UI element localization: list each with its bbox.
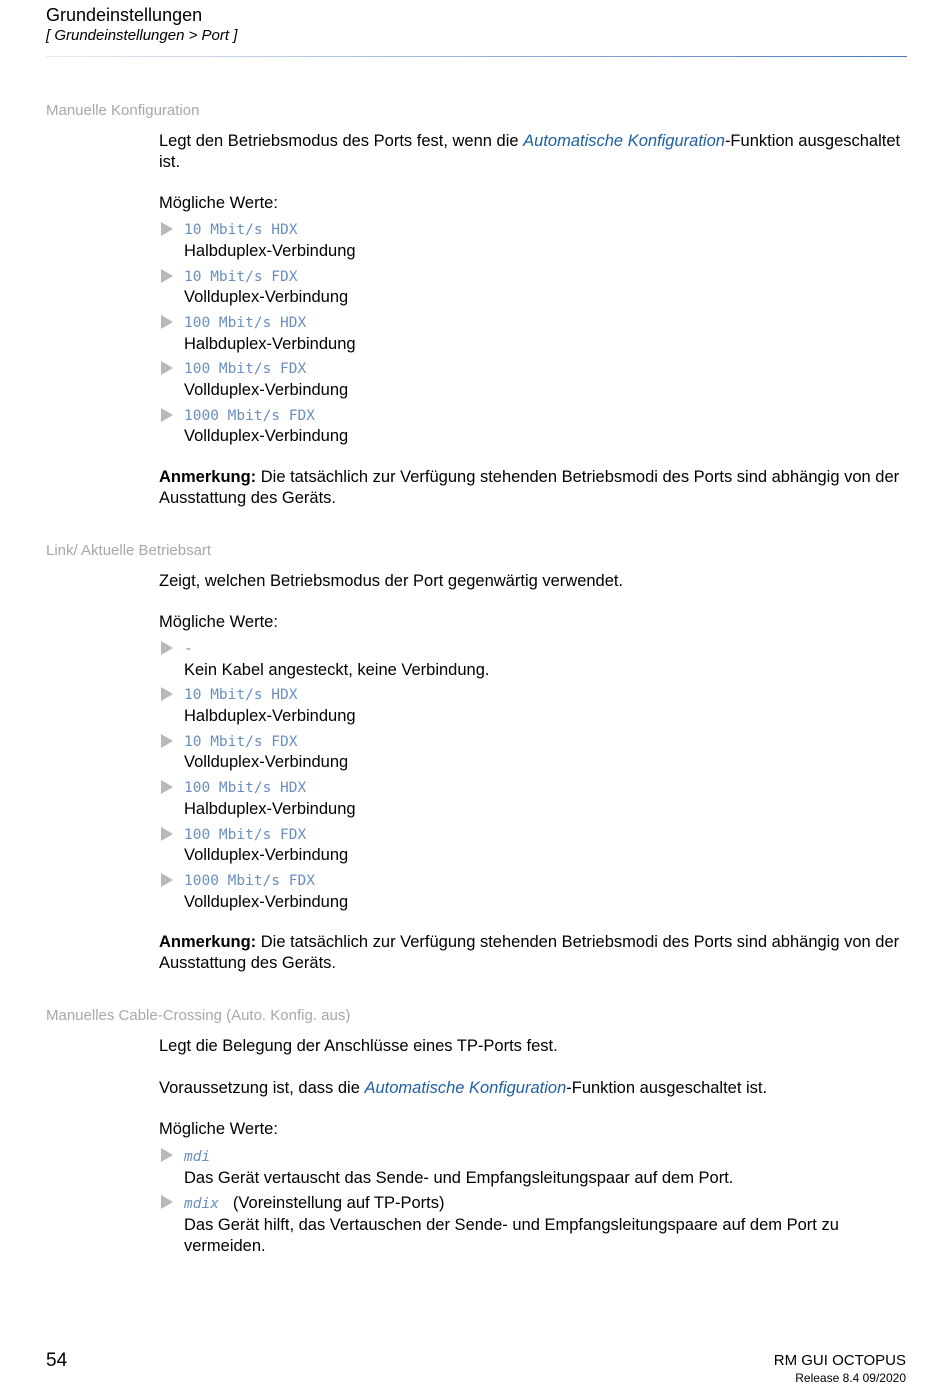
list-item bbox=[159, 220, 906, 261]
intro-paragraph: Legt die Belegung der Anschlüsse eines TP-Ports fest. bbox=[159, 1036, 558, 1055]
value-code: 10 Mbit/s FDX bbox=[184, 268, 298, 285]
value-code: 100 Mbit/s HDX bbox=[184, 780, 307, 797]
note-label: Anmerkung: bbox=[159, 468, 257, 487]
value-code: 1000 Mbit/s FDX bbox=[184, 872, 315, 889]
value-desc: Vollduplex-Verbindung bbox=[184, 846, 349, 865]
triangle-bullet-icon bbox=[161, 641, 173, 655]
section-body bbox=[159, 1036, 906, 1257]
section-title: Manuelle Konfiguration bbox=[46, 102, 200, 119]
triangle-bullet-icon bbox=[161, 408, 173, 422]
triangle-bullet-icon bbox=[161, 873, 173, 887]
section-cable-crossing bbox=[46, 1006, 906, 1257]
section-title: Link/ Aktuelle Betriebsart bbox=[46, 541, 212, 559]
triangle-bullet-icon bbox=[161, 269, 173, 283]
prereq-text-end: -Funktion ausgeschaltet ist. bbox=[566, 1078, 768, 1097]
value-code: 10 Mbit/s FDX bbox=[184, 733, 298, 750]
value-desc: Halbduplex-Verbindung bbox=[184, 241, 356, 260]
values-label: Mögliche Werte: bbox=[159, 613, 278, 632]
value-code: 100 Mbit/s FDX bbox=[184, 826, 307, 843]
list-item bbox=[159, 639, 906, 680]
triangle-bullet-icon bbox=[161, 315, 173, 329]
list-item bbox=[159, 359, 906, 400]
list-item bbox=[159, 1146, 906, 1188]
value-code: 10 Mbit/s HDX bbox=[184, 222, 298, 239]
note-paragraph bbox=[159, 467, 906, 508]
section-manual-config bbox=[46, 101, 906, 509]
value-desc: Halbduplex-Verbindung bbox=[184, 334, 356, 353]
section-title: Manuelles Cable-Crossing (Auto. Konfig. aus) bbox=[46, 1006, 351, 1024]
page-header bbox=[46, 4, 906, 46]
value-suffix: (Voreinstellung auf TP-Ports) bbox=[232, 1194, 445, 1213]
list-item bbox=[159, 825, 906, 866]
value-code: 100 Mbit/s HDX bbox=[184, 314, 307, 331]
list-item bbox=[159, 406, 906, 447]
section-body bbox=[159, 131, 906, 509]
header-divider bbox=[46, 56, 907, 57]
values-label: Mögliche Werte: bbox=[159, 1120, 278, 1139]
section-body bbox=[159, 571, 906, 974]
value-code: mdi bbox=[184, 1148, 211, 1165]
value-desc: Vollduplex-Verbindung bbox=[184, 753, 349, 772]
intro-text: Legt den Betriebsmodus des Ports fest, wenn die bbox=[159, 132, 524, 150]
value-code: mdix bbox=[184, 1196, 219, 1213]
prerequisite-paragraph bbox=[159, 1078, 906, 1099]
section-link-mode bbox=[46, 541, 906, 974]
value-desc: Vollduplex-Verbindung bbox=[184, 288, 349, 307]
values-list bbox=[159, 1146, 906, 1257]
list-item bbox=[159, 778, 906, 819]
automatic-config-link[interactable]: Automatische Konfiguration bbox=[523, 132, 725, 150]
triangle-bullet-icon bbox=[161, 1148, 173, 1162]
prereq-text: Voraussetzung ist, dass die bbox=[159, 1078, 365, 1097]
note-text: Die tatsächlich zur Verfügung stehenden Betriebsmodi des Ports sind abhängig von der Ausstattung des Geräts. bbox=[159, 933, 900, 973]
list-item bbox=[159, 732, 906, 773]
values-list bbox=[159, 220, 906, 447]
value-code: 10 Mbit/s HDX bbox=[184, 687, 298, 704]
list-item bbox=[159, 685, 906, 726]
automatic-config-link[interactable]: Automatische Konfiguration bbox=[364, 1078, 567, 1097]
value-desc: Halbduplex-Verbindung bbox=[184, 799, 356, 818]
triangle-bullet-icon bbox=[161, 734, 173, 748]
page-content bbox=[46, 101, 906, 1288]
value-desc: Das Gerät vertauscht das Sende- und Empfangsleitungspaar auf dem Port. bbox=[184, 1168, 734, 1187]
triangle-bullet-icon bbox=[161, 1195, 173, 1209]
values-label: Mögliche Werte: bbox=[159, 194, 278, 213]
value-code: - bbox=[184, 640, 193, 657]
triangle-bullet-icon bbox=[161, 687, 173, 701]
value-desc: Vollduplex-Verbindung bbox=[184, 892, 349, 911]
release-info: Release 8.4 09/2020 bbox=[795, 1371, 906, 1385]
value-desc: Das Gerät hilft, das Vertauschen der Sende- und Empfangsleitungspaare auf dem Port zu vermeiden. bbox=[184, 1216, 839, 1255]
value-code: 1000 Mbit/s FDX bbox=[184, 407, 315, 424]
triangle-bullet-icon bbox=[161, 827, 173, 841]
intro-paragraph bbox=[159, 131, 906, 172]
triangle-bullet-icon bbox=[161, 222, 173, 236]
page-number: 54 bbox=[46, 1350, 68, 1371]
triangle-bullet-icon bbox=[161, 780, 173, 794]
note-paragraph bbox=[159, 932, 906, 973]
doc-title: RM GUI OCTOPUS bbox=[773, 1352, 906, 1369]
intro-paragraph: Zeigt, welchen Betriebsmodus der Port gegenwärtig verwendet. bbox=[159, 571, 624, 590]
list-item bbox=[159, 267, 906, 308]
value-desc: Vollduplex-Verbindung bbox=[184, 381, 349, 400]
chapter-title: Grundeinstellungen bbox=[46, 5, 203, 25]
value-desc: Kein Kabel angesteckt, keine Verbindung. bbox=[184, 660, 490, 679]
list-item bbox=[159, 871, 906, 912]
list-item bbox=[159, 1193, 906, 1256]
page-footer bbox=[774, 1352, 906, 1386]
list-item bbox=[159, 313, 906, 354]
value-desc: Vollduplex-Verbindung bbox=[184, 427, 349, 446]
note-text: Die tatsächlich zur Verfügung stehenden Betriebsmodi des Ports sind abhängig von der Ausstattung des Geräts. bbox=[159, 468, 900, 507]
value-code: 100 Mbit/s FDX bbox=[184, 361, 307, 378]
breadcrumb: [ Grundeinstellungen > Port ] bbox=[46, 27, 238, 44]
values-list bbox=[159, 639, 906, 912]
intro-text-end: -Funktion ausgeschaltet ist. bbox=[159, 132, 901, 171]
triangle-bullet-icon bbox=[161, 361, 173, 375]
value-desc: Halbduplex-Verbindung bbox=[184, 707, 356, 726]
note-label: Anmerkung: bbox=[159, 933, 257, 952]
